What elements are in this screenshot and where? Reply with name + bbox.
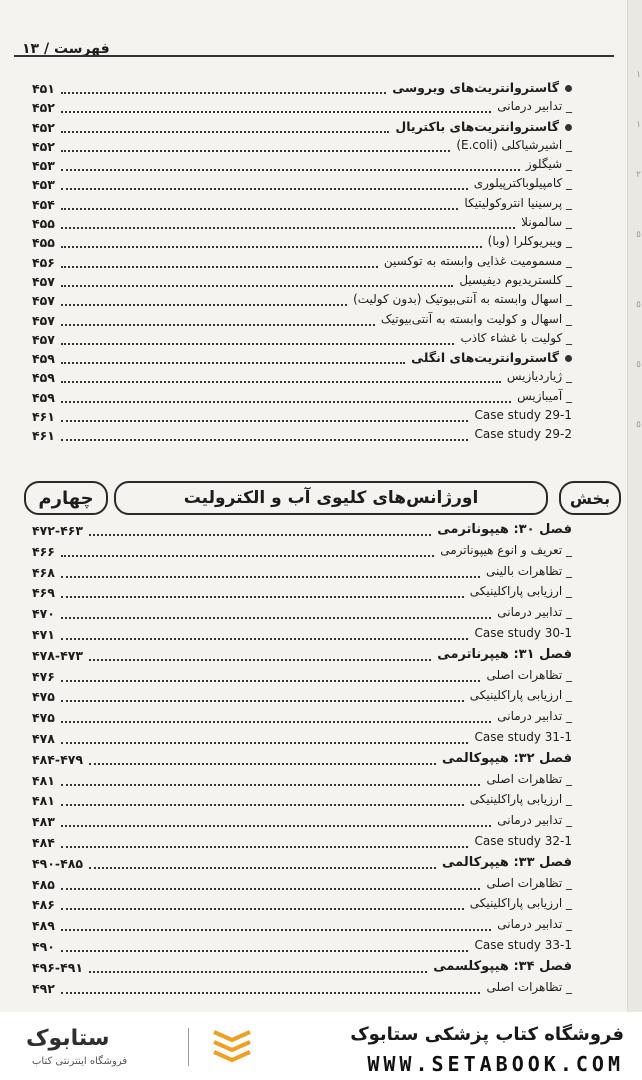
toc-entry: [32, 426, 572, 445]
toc-entry: [32, 771, 572, 792]
toc-entry: [32, 875, 572, 896]
dot-leader: [61, 617, 491, 619]
toc-list-bottom: [32, 521, 572, 999]
toc-entry: [32, 195, 572, 214]
toc-entry-text: Case study 29-2: [474, 427, 572, 442]
dot-leader: [89, 659, 431, 661]
toc-page-number: ۴۵۳: [32, 158, 55, 174]
toc-section-entry: [32, 118, 572, 137]
toc-entry-title: [488, 234, 572, 248]
dot-leader: [61, 92, 386, 94]
toc-entry-title: [384, 254, 572, 268]
dot-leader: [61, 401, 511, 403]
toc-entry-text: _ تدابیر درمانی: [497, 99, 572, 114]
toc-page-number: ۴۸۱: [32, 793, 55, 809]
toc-page-number: ۴۷۶: [32, 668, 55, 684]
toc-page-number: ۴۶۸: [32, 564, 55, 580]
dot-leader: [61, 950, 468, 952]
dot-leader: [89, 971, 427, 973]
toc-entry-title: [526, 157, 572, 171]
toc-page-number: ۴۹۰-۴۸۵: [32, 855, 83, 871]
toc-page-number: ۴۵۵: [32, 216, 55, 232]
dot-leader: [61, 420, 468, 422]
dot-leader: [61, 638, 468, 640]
toc-entry-text: _ سالمونلا: [521, 215, 572, 230]
toc-entry: [32, 330, 572, 349]
toc-entry-text: فصل ۳۴: هیپوکلسمی: [433, 958, 572, 974]
dot-leader: [61, 596, 464, 598]
dot-leader: [61, 888, 480, 890]
dot-leader: [61, 285, 453, 287]
toc-entry-title: [442, 751, 572, 766]
toc-entry-title: [497, 709, 572, 723]
toc-entry-text: Case study 30-1: [474, 625, 572, 640]
toc-entry-text: _ تظاهرات اصلی: [486, 875, 572, 890]
toc-entry-title: [486, 668, 572, 682]
toc-entry: [32, 563, 572, 584]
dot-leader: [61, 439, 468, 441]
toc-entry-title: [474, 626, 572, 640]
dot-leader: [61, 343, 454, 345]
toc-page-number: ۴۹۶-۴۹۱: [32, 959, 83, 975]
toc-entry-text: _ ویبریوکلرا (وبا): [487, 234, 572, 249]
dot-leader: [61, 846, 468, 848]
toc-entry-title: [437, 522, 572, 537]
toc-entry-title: [486, 772, 572, 786]
dot-leader: [61, 362, 405, 364]
toc-entry: [32, 253, 572, 272]
toc-page-number: ۴۶۶: [32, 543, 55, 559]
toc-entry-title: [433, 959, 572, 974]
toc-chapter-entry: [32, 854, 572, 875]
toc-entry-title: [474, 730, 572, 744]
toc-page-number: ۴۵۱: [32, 81, 55, 96]
toc-entry-text: _ شیگلوز: [525, 157, 572, 172]
part-number-pill: چهارم: [24, 481, 108, 515]
toc-entry-text: _ کامپیلوباکترپیلوری: [473, 176, 572, 191]
toc-entry: [32, 272, 572, 291]
toc-entry: [32, 791, 572, 812]
dot-leader: [61, 169, 520, 171]
toc-page-number: ۴۸۳: [32, 814, 55, 830]
toc-entry-title: [486, 876, 572, 890]
adjacent-page-edge: ١ ١ ٢ ٥ ٥ ٥ ٥: [627, 0, 642, 1012]
dot-leader: [61, 825, 491, 827]
dot-leader: [61, 131, 389, 133]
dot-leader: [61, 266, 378, 268]
toc-entry: [32, 583, 572, 604]
toc-entry-title: [497, 99, 572, 113]
toc-entry: [32, 137, 572, 156]
dot-leader: [61, 324, 375, 326]
toc-entry: [32, 979, 572, 1000]
toc-entry-title: [497, 813, 572, 827]
toc-page-number: ۴۶۹: [32, 585, 55, 601]
dot-leader: [89, 534, 431, 536]
toc-entry-title: [456, 138, 572, 152]
toc-entry: [32, 625, 572, 646]
toc-entry-title: [442, 855, 572, 870]
toc-page-number: ۴۷۱: [32, 626, 55, 642]
toc-entry-text: _ اسهال وابسته به آنتی‌بیوتیک (بدون کولیت): [353, 292, 572, 307]
dot-leader: [61, 742, 468, 744]
toc-entry-title: [470, 792, 572, 806]
toc-page-number: ۴۶۱: [32, 428, 55, 444]
dot-leader: [61, 246, 482, 248]
toc-entry-text: فصل ۳۱: هیپرناترمی: [437, 646, 572, 662]
publisher-footer: [0, 1012, 642, 1080]
toc-page-number: ۴۵۲: [32, 138, 55, 154]
toc-page-number: ۴۸۹: [32, 918, 55, 934]
toc-page-number: ۴۸۶: [32, 897, 55, 913]
toc-page-number: ۴۸۵: [32, 876, 55, 892]
toc-entry-title: [474, 427, 572, 441]
toc-section-entry: [32, 79, 572, 98]
toc-entry-title: [470, 688, 572, 702]
brand-tagline: فروشگاه اینترنتی کتاب: [32, 1056, 128, 1067]
part-title-pill: اورژانس‌های کلیوی آب و الکترولیت: [114, 481, 548, 515]
toc-entry: [32, 812, 572, 833]
page-header-title: فهرست / ۱۳: [22, 41, 110, 57]
logo-divider: [188, 1028, 189, 1066]
toc-entry-text: _ آمیبازیس: [517, 388, 572, 403]
toc-page-number: ۴۵۹: [32, 351, 55, 367]
dot-leader: [61, 908, 464, 910]
dot-leader: [61, 680, 480, 682]
toc-chapter-entry: [32, 646, 572, 667]
toc-entry: [32, 895, 572, 916]
toc-entry: [32, 833, 572, 854]
toc-entry: [32, 729, 572, 750]
bullet-icon: [565, 355, 572, 362]
bullet-icon: [565, 124, 572, 131]
dot-leader: [89, 763, 436, 765]
toc-entry-title: [497, 605, 572, 619]
toc-entry-title: [474, 176, 572, 190]
dot-leader: [61, 188, 468, 190]
dot-leader: [61, 721, 491, 723]
toc-entry-text: گاستروانتریت‌های انگلی: [411, 350, 559, 366]
toc-entry-text: _ ارزیابی پاراکلینیکی: [469, 688, 572, 703]
toc-entry-text: _ اسهال و کولیت وابسته به آنتی‌بیوتیک: [380, 311, 572, 326]
toc-entry-text: Case study 29-1: [474, 408, 572, 423]
toc-entry-title: [507, 369, 572, 383]
toc-entry-text: _ پرسینیا انتروکولیتیکا: [464, 195, 572, 210]
dot-leader: [61, 555, 434, 557]
toc-chapter-entry: [32, 521, 572, 542]
toc-entry-text: Case study 31-1: [474, 729, 572, 744]
toc-entry-title: [517, 389, 572, 403]
toc-page-number: ۴۷۵: [32, 689, 55, 705]
toc-chapter-entry: [32, 750, 572, 771]
toc-entry-text: فصل ۳۲: هیپوکالمی: [441, 750, 572, 766]
toc-entry: [32, 156, 572, 175]
part-heading: [24, 478, 618, 514]
toc-page-number: ۴۷۵: [32, 710, 55, 726]
dot-leader: [61, 700, 464, 702]
toc-entry-title: [392, 80, 572, 95]
toc-entry-text: _ تظاهرات بالینی: [486, 563, 572, 578]
book-stack-logo-icon: [210, 1026, 254, 1066]
toc-entry-title: [486, 980, 572, 994]
toc-entry: [32, 708, 572, 729]
dot-leader: [61, 227, 515, 229]
toc-page-number: ۴۷۸: [32, 730, 55, 746]
toc-page-number: ۴۵۴: [32, 196, 55, 212]
toc-entry-title: [353, 292, 572, 306]
toc-page-number: ۴۵۲: [32, 100, 55, 116]
toc-entry-text: فصل ۳۳: هیپرکالمی: [442, 854, 572, 870]
toc-page-number: ۴۸۴: [32, 834, 55, 850]
toc-entry-text: گاستروانتریت‌های باکتریال: [395, 118, 559, 134]
toc-entry-text: Case study 32-1: [474, 833, 572, 848]
toc-entry-title: [381, 312, 572, 326]
toc-entry-title: [440, 543, 572, 557]
toc-entry-text: _ ژیاردیازیس: [506, 369, 572, 384]
toc-entry-title: [411, 350, 572, 365]
toc-entry-text: _ کلستریدیوم دیفیسیل: [459, 272, 572, 287]
toc-entry-text: _ تظاهرات اصلی: [486, 667, 572, 682]
bleed-through-text: [340, 42, 590, 56]
toc-page-number: ۴۶۱: [32, 409, 55, 425]
toc-entry: [32, 542, 572, 563]
toc-entry-text: فصل ۳۰: هیپوناترمی: [437, 522, 572, 537]
toc-entry-title: [464, 196, 572, 210]
toc-entry-text: _ تدابیر درمانی: [497, 813, 572, 828]
toc-entry: [32, 687, 572, 708]
toc-entry: [32, 916, 572, 937]
toc-entry: [32, 311, 572, 330]
toc-page-number: ۴۸۴-۴۷۹: [32, 751, 83, 767]
toc-page-number: ۴۵۶: [32, 254, 55, 270]
toc-entry-text: _ تظاهرات اصلی: [486, 771, 572, 786]
toc-entry: [32, 604, 572, 625]
toc-page-number: ۴۷۰: [32, 606, 55, 622]
toc-page-number: ۴۵۵: [32, 235, 55, 251]
toc-entry-title: [470, 896, 572, 910]
toc-page-number: ۴۵۳: [32, 177, 55, 193]
toc-entry: [32, 368, 572, 387]
dot-leader: [61, 150, 450, 152]
toc-entry: [32, 98, 572, 117]
toc-page-number: ۴۸۱: [32, 772, 55, 788]
toc-entry-title: [486, 564, 572, 578]
toc-page-number: ۴۵۲: [32, 119, 55, 135]
toc-page-number: ۴۹۲: [32, 980, 55, 996]
dot-leader: [61, 208, 458, 210]
toc-page-number: ۴۵۷: [32, 293, 55, 309]
dot-leader: [61, 304, 347, 306]
toc-entry-text: _ تدابیر درمانی: [497, 709, 572, 724]
toc-page-number: ۴۷۲-۴۶۳: [32, 523, 83, 538]
part-label-pill: بخش: [559, 481, 621, 515]
toc-entry-title: [497, 917, 572, 931]
toc-page-number: ۴۵۷: [32, 273, 55, 289]
toc-entry-text: _ اشیرشیاکلی (E.coli): [456, 137, 572, 152]
toc-entry: [32, 214, 572, 233]
toc-entry-text: _ مسمومیت غذایی وابسته به توکسین: [383, 253, 572, 268]
toc-page-number: ۴۵۹: [32, 370, 55, 386]
header-rule: [14, 55, 614, 57]
dot-leader: [61, 381, 501, 383]
toc-page-number: ۴۵۷: [32, 331, 55, 347]
toc-entry: [32, 291, 572, 310]
toc-entry: [32, 233, 572, 252]
toc-entry-title: [474, 408, 572, 422]
toc-section-entry: [32, 349, 572, 368]
toc-list-top: [32, 79, 572, 446]
toc-entry-text: _ تعریف و انوع هیپوناترمی: [440, 542, 572, 557]
shop-name: فروشگاه کتاب پزشکی ستابوک: [350, 1024, 624, 1045]
toc-entry-title: [459, 273, 572, 287]
toc-entry-title: [474, 834, 572, 848]
toc-entry: [32, 667, 572, 688]
dot-leader: [61, 992, 480, 994]
toc-entry-title: [470, 584, 572, 598]
toc-page-number: ۴۷۸-۴۷۳: [32, 647, 83, 663]
toc-entry-text: _ ارزیابی پاراکلینیکی: [469, 792, 572, 807]
toc-entry-text: _ ارزیابی پاراکلینیکی: [469, 584, 572, 599]
toc-entry-title: [395, 119, 572, 134]
toc-entry: [32, 175, 572, 194]
brand-logo-text: ستابوک: [26, 1026, 110, 1051]
toc-entry-text: گاستروانتریت‌های ویروسی: [392, 80, 559, 95]
toc-entry-title: [521, 215, 572, 229]
toc-entry-title: [437, 647, 572, 662]
dot-leader: [61, 576, 480, 578]
toc-page-number: ۴۵۷: [32, 312, 55, 328]
toc-entry-title: [474, 938, 572, 952]
toc-entry-text: _ تدابیر درمانی: [497, 917, 572, 932]
toc-entry-text: _ تدابیر درمانی: [497, 605, 572, 620]
toc-entry: [32, 388, 572, 407]
toc-entry-text: _ تظاهرات اصلی: [486, 979, 572, 994]
dot-leader: [89, 867, 436, 869]
toc-chapter-entry: [32, 958, 572, 979]
bullet-icon: [565, 85, 572, 92]
dot-leader: [61, 929, 491, 931]
dot-leader: [61, 111, 491, 113]
toc-entry-text: Case study 33-1: [474, 937, 572, 952]
toc-entry-title: [460, 331, 572, 345]
toc-entry-text: _ ارزیابی پاراکلینیکی: [469, 896, 572, 911]
toc-entry-text: _ کولیت با غشاء کاذب: [460, 330, 572, 345]
website-url: WWW.SETABOOK.COM: [367, 1052, 624, 1076]
toc-entry: [32, 937, 572, 958]
dot-leader: [61, 784, 480, 786]
toc-page-number: ۴۵۹: [32, 389, 55, 405]
dot-leader: [61, 804, 464, 806]
toc-entry: [32, 407, 572, 426]
toc-page-number: ۴۹۰: [32, 938, 55, 954]
